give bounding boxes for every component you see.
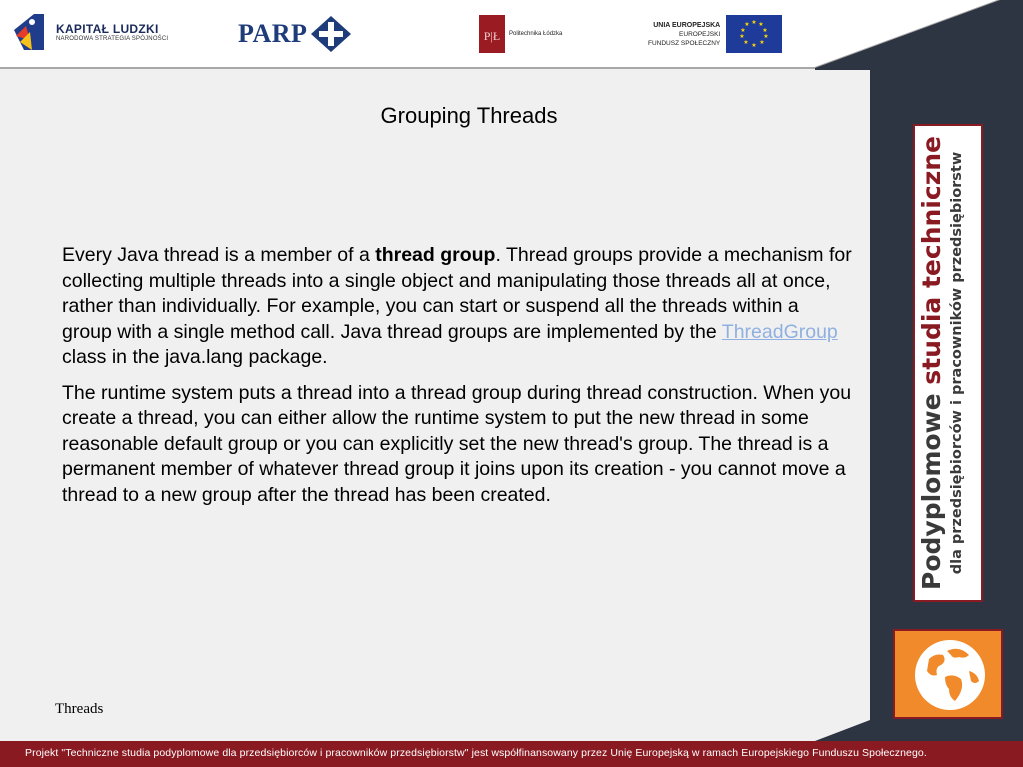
globe-icon — [895, 631, 1001, 717]
politechnika-name: Politechnika Łódzka — [509, 31, 563, 37]
svg-text:★: ★ — [744, 21, 750, 28]
kapital-ludzki-logo — [10, 10, 168, 54]
eu-line1: UNIA EUROPEJSKA — [653, 21, 721, 29]
project-statement: Projekt "Techniczne studia podyplomowe dla przedsiębiorców i pracowników przedsiębiorstw" jest współfinansowany przez Unię Europejską w ramach Europejskiego Funduszu Społecznego. — [25, 747, 927, 759]
svg-text:★: ★ — [763, 33, 769, 40]
slide-body — [62, 243, 852, 518]
svg-text:★: ★ — [762, 27, 768, 34]
svg-text:★: ★ — [739, 33, 745, 40]
eu-flag-icon — [726, 15, 782, 53]
paragraph-2: The runtime system puts a thread into a thread group during thread construction. When you create a thread, you can either allow the runtime system to put the new thread in some reasonable default group or you can explicitly set the new thread's group. The thread is a permanent member of whatever thread group it joins upon its creation - you cannot move a thread to a new group after the thread has been created. — [62, 381, 852, 506]
kapital-ludzki-subtitle: NARODOWA STRATEGIA SPÓJNOŚCI — [56, 36, 169, 42]
eu-line2: EUROPEJSKI — [679, 30, 721, 38]
svg-text:★: ★ — [759, 39, 765, 46]
paragraph-1: Every Java thread is a member of a thread group. Thread groups provide a mechanism for collecting multiple threads into a single object and manipulating those threads all at once, rather than individually. For example, you can start or suspend all the threads within a group with a single method call. Java thread groups are implemented by the ThreadGroup class in the java.lang package. — [62, 244, 852, 368]
threadgroup-link[interactable]: ThreadGroup — [721, 320, 838, 343]
side-banner-title: Podyplomowe studia techniczne — [917, 136, 946, 590]
eu-logo — [648, 15, 782, 53]
slide-title: Grouping Threads — [380, 103, 558, 128]
svg-text:★: ★ — [758, 21, 764, 28]
kapital-ludzki-emblem-icon — [10, 10, 46, 54]
svg-text:★: ★ — [751, 42, 757, 49]
svg-text:P|Ł: P|Ł — [483, 29, 501, 43]
footer-label: Threads — [55, 701, 104, 717]
svg-text:★: ★ — [751, 19, 757, 26]
globe-badge — [893, 629, 1003, 719]
side-banner — [913, 124, 983, 602]
svg-text:★: ★ — [740, 27, 746, 34]
parp-logo — [238, 16, 351, 52]
eu-line3: FUNDUSZ SPOŁECZNY — [648, 39, 721, 47]
parp-text: PARP — [238, 19, 308, 48]
thread-group-term: thread group — [375, 244, 496, 266]
politechnika-logo — [479, 15, 562, 53]
parp-emblem-icon — [311, 16, 351, 52]
svg-text:★: ★ — [743, 39, 749, 46]
politechnika-crest-icon — [479, 15, 505, 53]
kapital-ludzki-title: KAPITAŁ LUDZKI — [56, 22, 159, 36]
side-banner-subtitle: dla przedsiębiorców i pracowników przedsiębiorstw — [949, 151, 965, 575]
